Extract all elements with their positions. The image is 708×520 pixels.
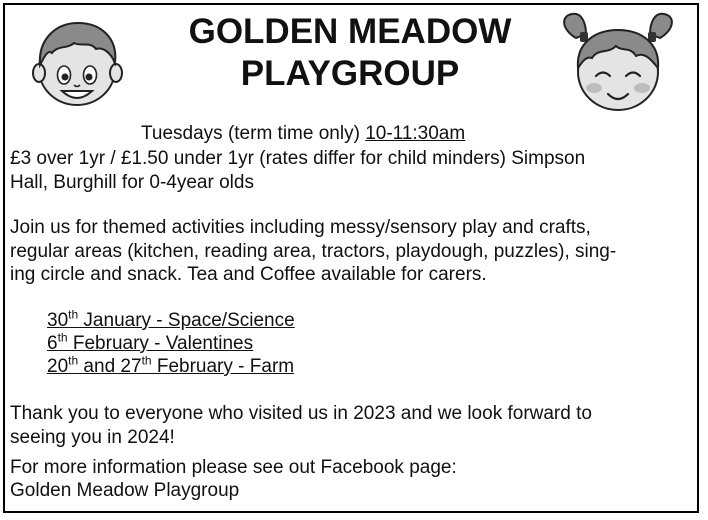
thanks-line-1: Thank you to everyone who visited us in 2023 and we look forward to [10,403,592,424]
price-line: £3 over 1yr / £1.50 under 1yr (rates differ for child minders) Simpson [10,148,586,169]
thanks-line-2: seeing you in 2024! [10,427,175,448]
info-line-1: For more information please see out Facebook page: [10,457,457,478]
boy-face-icon [30,17,125,112]
activities-line-3: ing circle and snack. Tea and Coffee available for carers. [10,264,487,285]
venue-line: Hall, Burghill for 0-4year olds [10,172,254,193]
schedule-time: 10-11:30am [365,123,466,144]
date-item: 20th and 27th February - Farm [47,353,295,377]
facebook-page-name: Golden Meadow Playgroup [10,480,240,501]
title-line-2: PLAYGROUP [240,54,460,93]
girl-face-icon [558,10,678,120]
schedule-line [141,122,465,145]
activities-line-1: Join us for themed activities including messy/sensory play and crafts, [10,217,591,238]
schedule-day: Tuesdays (term time only) [141,123,360,144]
date-item: 30th January - Space/Science [47,307,295,331]
activities-line-2: regular areas (kitchen, reading area, tractors, playdough, puzzles), sing- [10,241,617,262]
date-item: 6th February - Valentines [47,330,254,354]
flyer-title [150,11,550,95]
title-line-1: GOLDEN MEADOW [188,12,512,51]
